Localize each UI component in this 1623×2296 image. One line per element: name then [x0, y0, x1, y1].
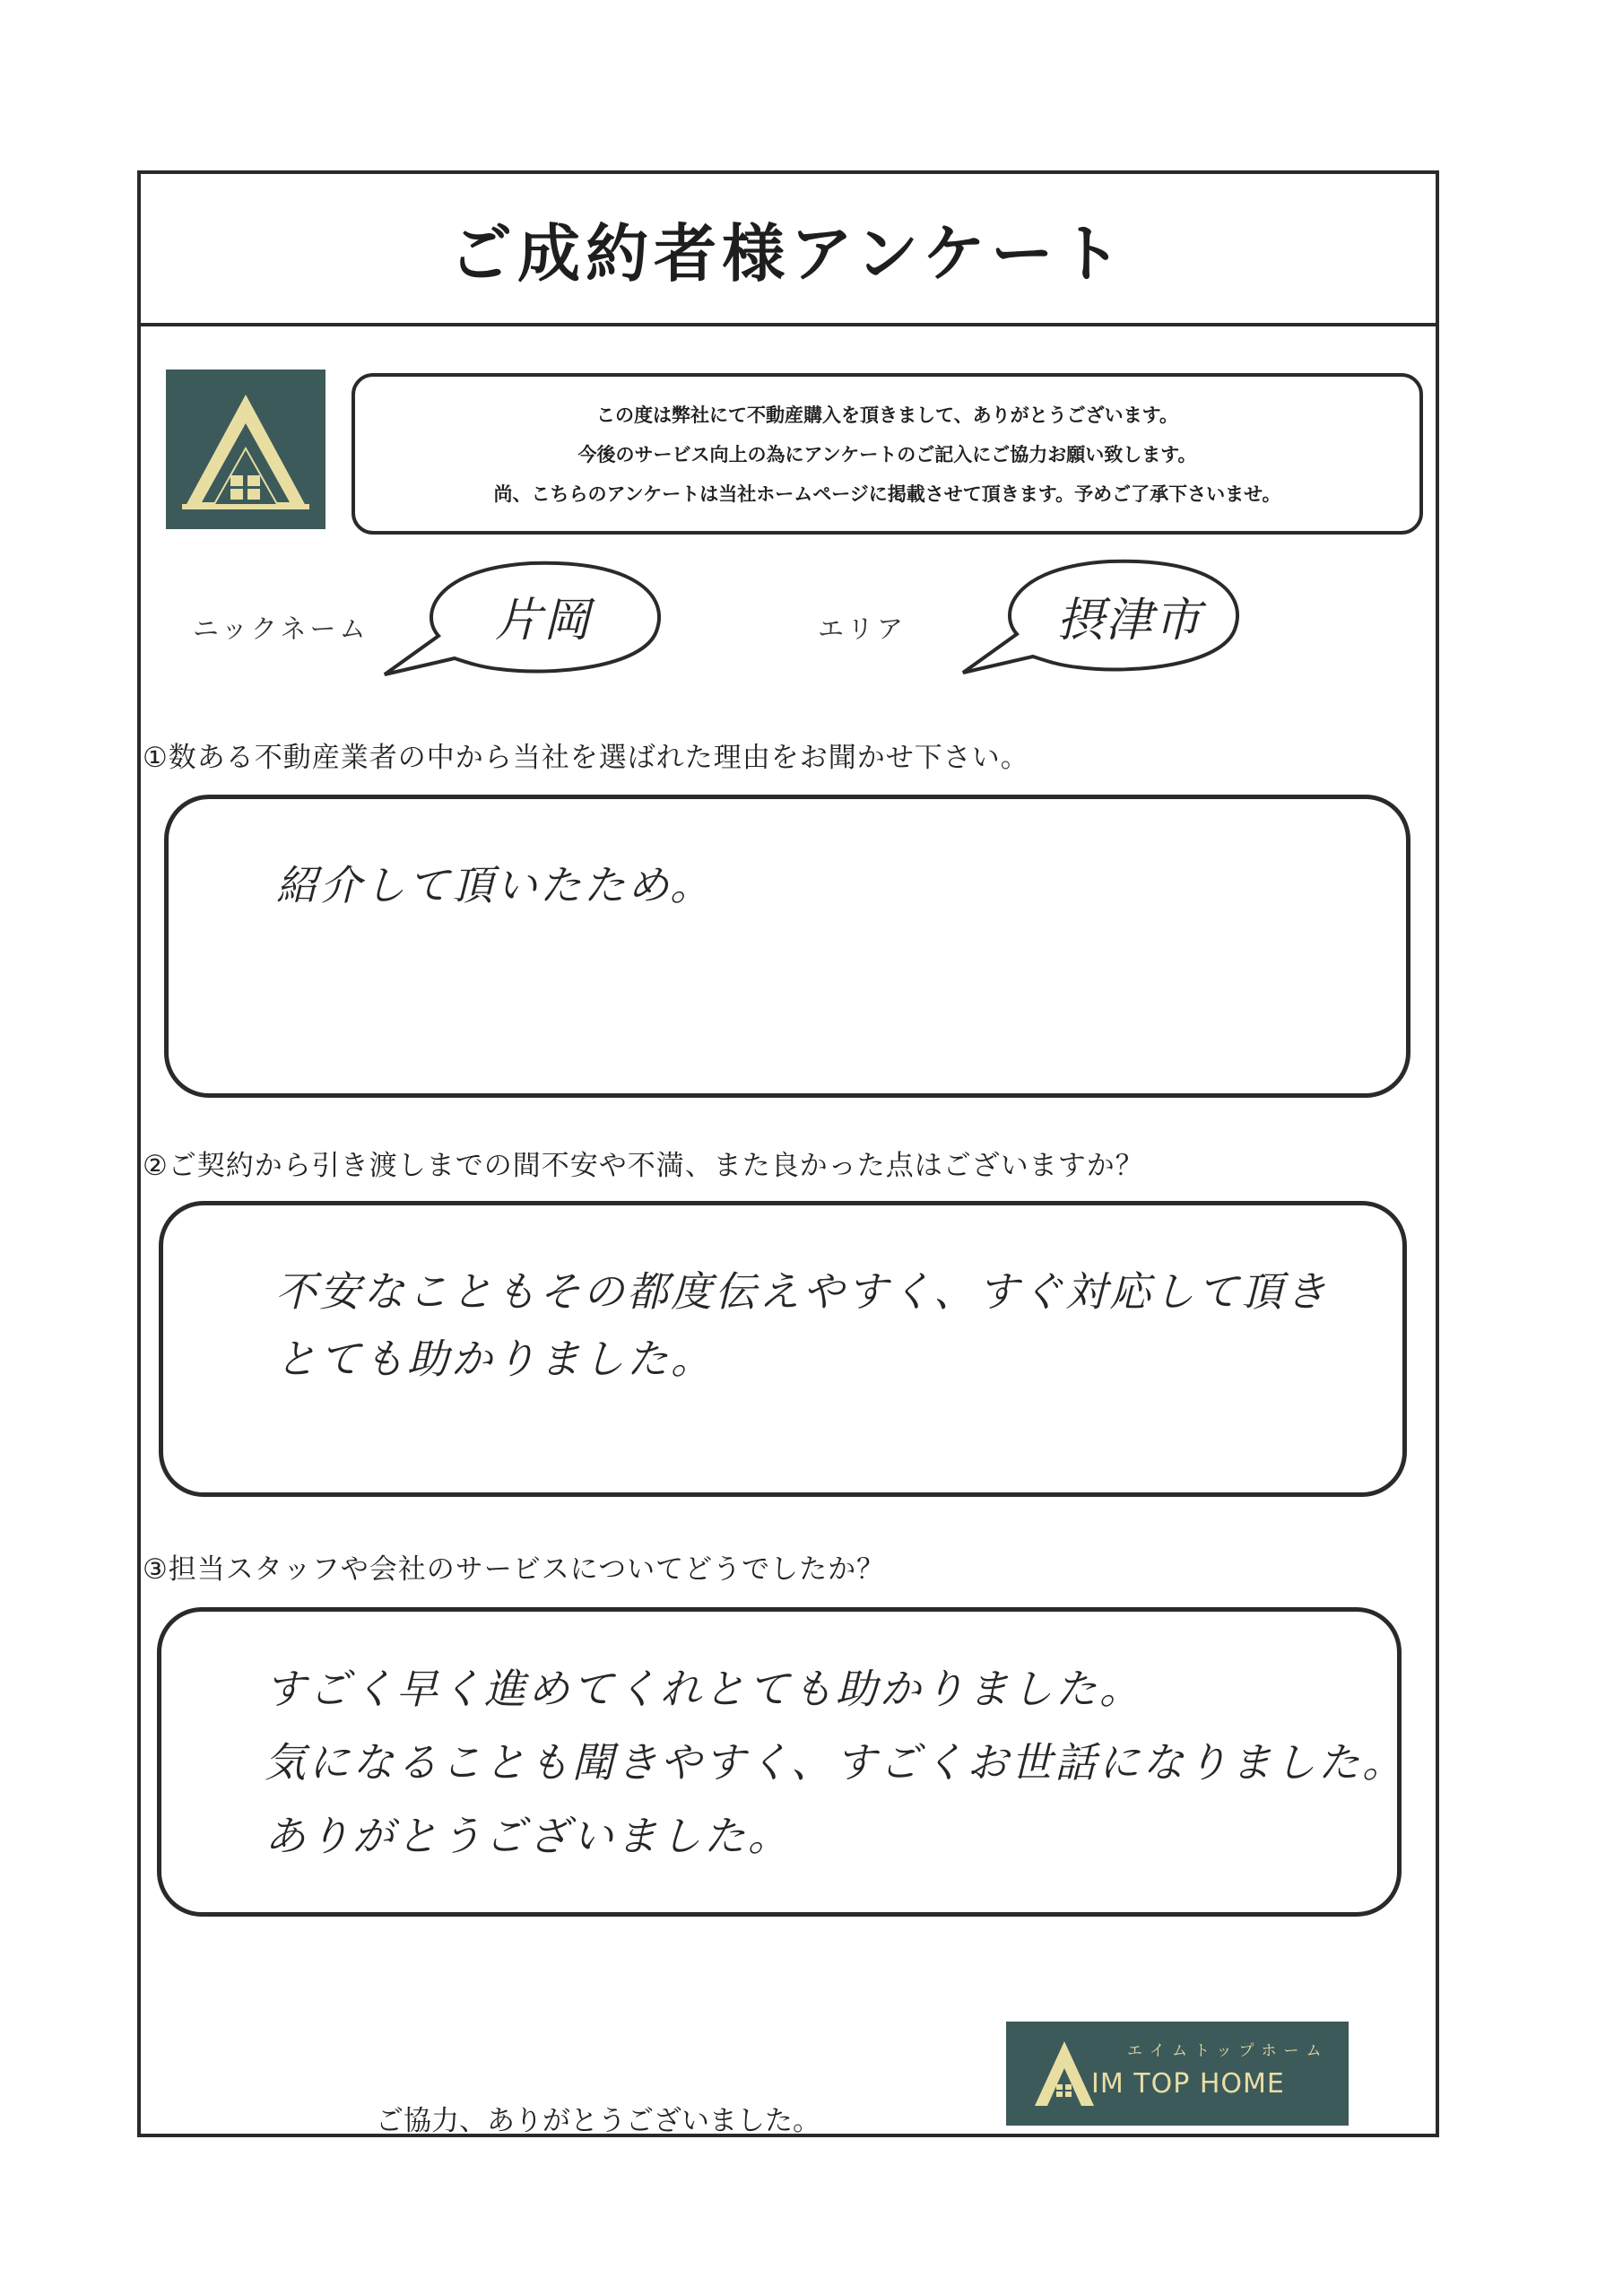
answer-2-line-2: とても助かりました。	[275, 1335, 715, 1383]
question-3: ③担当スタッフや会社のサービスについてどうでしたか？	[143, 1553, 886, 1586]
answer-box-1	[164, 795, 1410, 1098]
title-bar	[141, 174, 1436, 326]
brand-logo	[1006, 2022, 1349, 2126]
brand-name: IM TOP HOME	[1091, 2068, 1285, 2100]
house-logo-icon	[166, 370, 325, 529]
nickname-value: 片岡	[495, 594, 593, 648]
answer-3-line-1: すごく早く進めてくれとても助かりました。	[265, 1665, 1143, 1713]
intro-line-1: この度は弊社にて不動産購入を頂きまして、ありがとうございます。	[596, 404, 1178, 426]
page-title: ご成約者様アンケート	[449, 216, 1127, 291]
brand-kana: エイムトップホーム	[1127, 2042, 1329, 2060]
answer-box-2	[159, 1201, 1407, 1497]
company-logo-icon	[166, 370, 325, 529]
intro-line-3: 尚、こちらのアンケートは当社ホームページに掲載させて頂きます。予めご了承下さいませ。	[493, 483, 1281, 505]
area-label: エリア	[818, 613, 907, 644]
intro-line-2: 今後のサービス向上の為にアンケートのご記入にご協力お願い致します。	[577, 444, 1197, 465]
brand-house-icon	[1033, 2038, 1096, 2109]
answer-3-line-2: 気になることも聞きやすく、すごくお世話になりました。	[265, 1738, 1407, 1787]
answer-1-line-1: 紹介して頂いたため。	[276, 861, 715, 909]
question-1: ①数ある不動産業者の中から当社を選ばれた理由をお聞かせ下さい。	[143, 742, 1029, 774]
answer-2-line-1: 不安なこともその都度伝えやすく、すぐ対応して頂き	[275, 1267, 1330, 1316]
answer-box-3	[157, 1607, 1407, 1917]
answer-3-line-3: ありがとうございました。	[265, 1812, 792, 1860]
area-value: 摂津市	[1057, 594, 1203, 648]
survey-frame	[137, 170, 1439, 2137]
nickname-label: ニックネーム	[193, 613, 369, 644]
intro-message-box	[352, 373, 1423, 535]
question-2: ②ご契約から引き渡しまでの間不安や不満、また良かった点はございますか？	[143, 1150, 1144, 1182]
closing-text: ご協力、ありがとうございました。	[376, 2105, 820, 2137]
